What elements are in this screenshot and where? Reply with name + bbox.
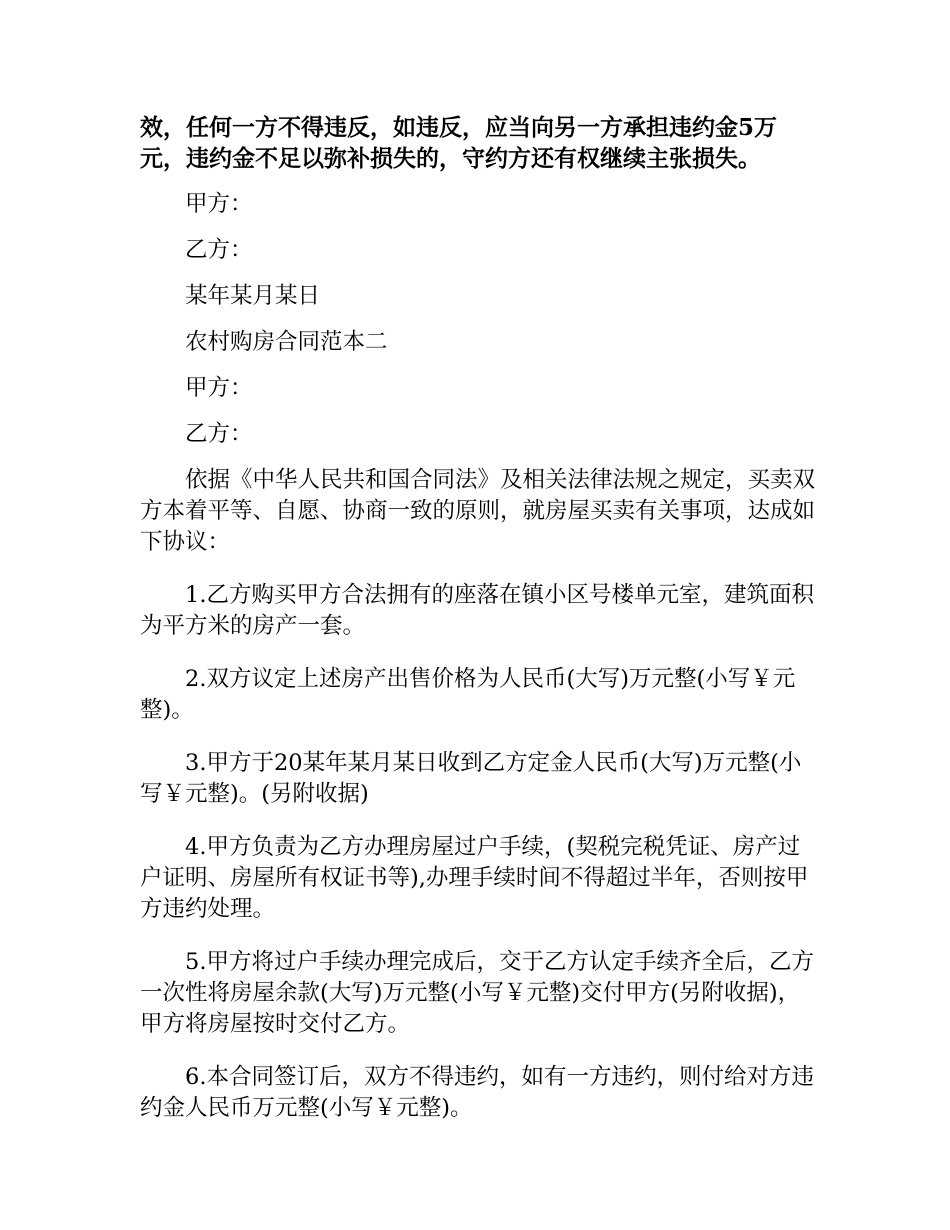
- clause-6: 6.本合同签订后，双方不得违约，如有一方违约，则付给对方违约金人民币万元整(小写￥元整)。: [140, 1064, 814, 1121]
- party-a-label: 甲方：: [185, 191, 253, 217]
- date-line: 某年某月某日: [185, 283, 321, 309]
- clause-1: 1.乙方购买甲方合法拥有的座落在镇小区号楼单元室，建筑面积为平方米的房产一套。: [140, 582, 814, 639]
- document-page: [140, 112, 820, 1124]
- section-title: 农村购房合同范本二: [185, 329, 388, 355]
- clause-3: 3.甲方于20某年某月某日收到乙方定金人民币(大写)万元整(小写￥元整)。(另附收据): [140, 750, 802, 807]
- party-b-label: 乙方：: [185, 237, 253, 263]
- clause-5: 5.甲方将过户手续办理完成后，交于乙方认定手续齐全后，乙方一次性将房屋余款(大写)万元整(小写￥元整)交付甲方(另附收据)，甲方将房屋按时交付乙方。: [140, 949, 814, 1037]
- preamble-paragraph: 依据《中华人民共和国合同法》及相关法律法规之规定，买卖双方本着平等、自愿、协商一致的原则，就房屋买卖有关事项，达成如下协议：: [140, 467, 816, 555]
- party-a-label-2: 甲方：: [185, 375, 253, 401]
- party-b-label-2: 乙方：: [185, 421, 253, 447]
- paragraph-penalty-clause: 效，任何一方不得违反，如违反，应当向另一方承担违约金5万元，违约金不足以弥补损失的，守约方还有权继续主张损失。: [140, 114, 778, 172]
- clause-4: 4.甲方负责为乙方办理房屋过户手续，(契税完税凭证、房产过户证明、房屋所有权证书等),办理手续时间不得超过半年，否则按甲方违约处理。: [140, 834, 809, 922]
- clause-2: 2.双方议定上述房产出售价格为人民币(大写)万元整(小写￥元整)。: [140, 666, 796, 723]
